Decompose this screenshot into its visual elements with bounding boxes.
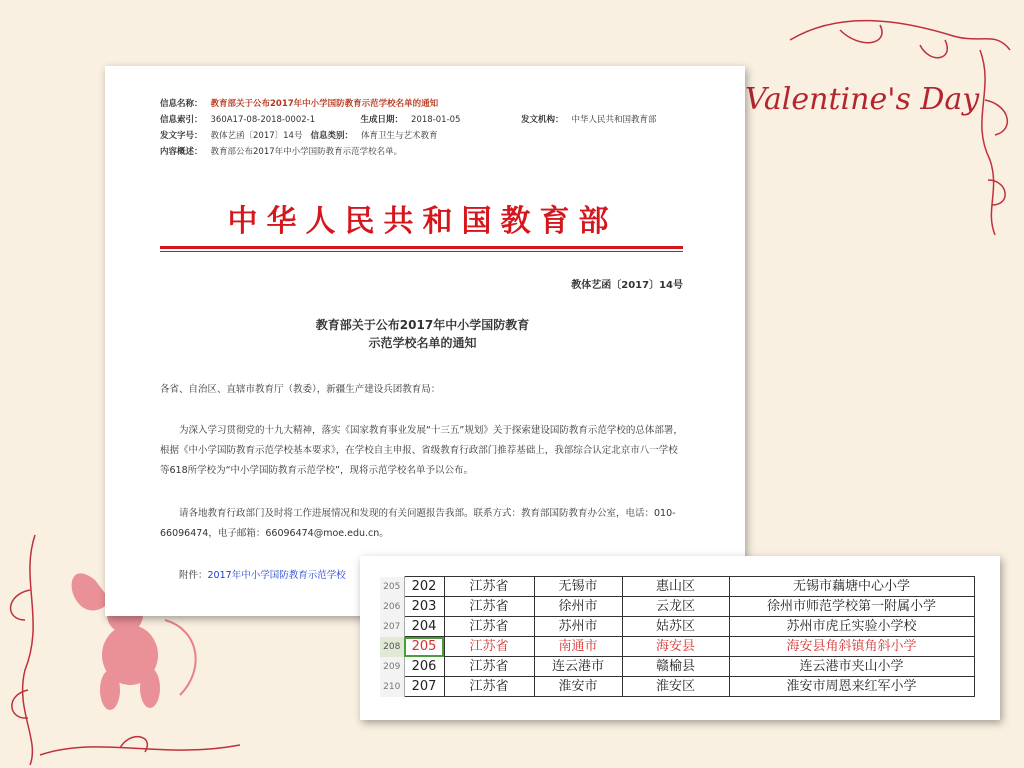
document-number: 教体艺函〔2017〕14号 — [571, 280, 683, 291]
table-row[interactable] — [380, 597, 974, 617]
swirl-ornament-top-right — [780, 10, 1024, 240]
cell-province[interactable]: 江苏省 — [444, 637, 534, 657]
table-row[interactable] — [380, 657, 974, 677]
meta-label: 信息类别： — [310, 131, 354, 141]
row-header[interactable]: 206 — [380, 597, 404, 617]
heading-line: 示范学校名单的通知 — [368, 336, 477, 350]
cell-city[interactable]: 南通市 — [534, 637, 622, 657]
document-metadata — [160, 96, 657, 160]
school-list-spreadsheet — [360, 556, 1000, 720]
meta-category-value: 体育卫生与艺术教育 — [361, 131, 438, 141]
cell-school[interactable]: 海安县角斜镇角斜小学 — [729, 637, 974, 657]
heading-line: 教育部关于公布2017年中小学国防教育 — [315, 318, 530, 332]
red-divider-thin — [160, 251, 683, 252]
table-row[interactable] — [380, 617, 974, 637]
meta-date-value: 2018-01-05 — [411, 115, 461, 125]
cell-school[interactable]: 淮安市周恩来红军小学 — [729, 677, 974, 697]
cell-district[interactable]: 海安县 — [622, 637, 729, 657]
cell-city[interactable]: 淮安市 — [534, 677, 622, 697]
valentines-day-text: Valentine's Day — [745, 82, 980, 117]
red-divider — [160, 246, 683, 249]
meta-name-value: 教育部关于公布2017年中小学国防教育示范学校名单的通知 — [210, 99, 439, 109]
cell-province[interactable]: 江苏省 — [444, 657, 534, 677]
row-header[interactable]: 209 — [380, 657, 404, 677]
cell-no[interactable]: 205 — [404, 637, 444, 657]
cell-no[interactable]: 206 — [404, 657, 444, 677]
meta-org-value: 中华人民共和国教育部 — [571, 115, 657, 125]
row-header[interactable]: 210 — [380, 677, 404, 697]
cell-district[interactable]: 淮安区 — [622, 677, 729, 697]
notice-heading — [160, 316, 685, 352]
cell-school[interactable]: 连云港市夹山小学 — [729, 657, 974, 677]
cell-city[interactable]: 无锡市 — [534, 577, 622, 597]
cell-city[interactable]: 连云港市 — [534, 657, 622, 677]
meta-label: 生成日期： — [360, 115, 404, 125]
salutation: 各省、自治区、直辖市教育厅（教委），新疆生产建设兵团教育局： — [160, 384, 441, 395]
cell-school[interactable]: 徐州市师范学校第一附属小学 — [729, 597, 974, 617]
meta-label: 发文字号： — [160, 131, 203, 141]
cell-district[interactable]: 惠山区 — [622, 577, 729, 597]
table-row[interactable] — [380, 577, 974, 597]
cell-school[interactable]: 苏州市虎丘实验小学校 — [729, 617, 974, 637]
cell-no[interactable]: 202 — [404, 577, 444, 597]
cell-province[interactable]: 江苏省 — [444, 577, 534, 597]
cell-city[interactable]: 苏州市 — [534, 617, 622, 637]
cell-district[interactable]: 赣榆县 — [622, 657, 729, 677]
cell-district[interactable]: 姑苏区 — [622, 617, 729, 637]
cell-province[interactable]: 江苏省 — [444, 597, 534, 617]
meta-docno-value: 教体艺函〔2017〕14号 — [210, 131, 303, 141]
meta-label: 信息索引： — [160, 115, 203, 125]
attachment-label: 附件： — [179, 570, 208, 581]
issuer-title: 中华人民共和国教育部 — [227, 204, 618, 239]
cell-school[interactable]: 无锡市藕塘中心小学 — [729, 577, 974, 597]
paragraph-1: 为深入学习贯彻党的十九大精神，落实《国家教育事业发展“十三五”规划》关于探索建设国防教育示范学校的总体部署，根据《中小学国防教育示范学校基本要求》，在学校自主申报、省级教育行政部门推荐基础上，我部综合认定北京市八一学校等618所学校为“中小学国防教育示范学校”，现将示范学校名单予以公布。 — [160, 425, 683, 476]
table-row[interactable] — [380, 677, 974, 697]
school-table — [380, 576, 975, 697]
cell-no[interactable]: 204 — [404, 617, 444, 637]
meta-label: 内容概述： — [160, 147, 203, 157]
cell-no[interactable]: 203 — [404, 597, 444, 617]
meta-label: 信息名称： — [160, 99, 203, 109]
cell-province[interactable]: 江苏省 — [444, 617, 534, 637]
cell-province[interactable]: 江苏省 — [444, 677, 534, 697]
row-header[interactable]: 208 — [380, 637, 404, 657]
attachment-link[interactable]: 2017年中小学国防教育示范学校 — [207, 570, 346, 581]
row-header[interactable]: 207 — [380, 617, 404, 637]
notice-document — [105, 66, 745, 616]
cell-no[interactable]: 207 — [404, 677, 444, 697]
meta-index-value: 360A17-08-2018-0002-1 — [210, 115, 316, 125]
paragraph-2: 请各地教育行政部门及时将工作进展情况和发现的有关问题报告我部。联系方式：教育部国防教育办公室，电话：010-66096474，电子邮箱：66096474@moe.edu.cn。 — [160, 508, 676, 539]
cell-district[interactable]: 云龙区 — [622, 597, 729, 617]
meta-label: 发文机构： — [521, 115, 564, 125]
meta-summary-value: 教育部公布2017年中小学国防教育示范学校名单。 — [210, 147, 403, 157]
row-header[interactable]: 205 — [380, 577, 404, 597]
cell-city[interactable]: 徐州市 — [534, 597, 622, 617]
table-row[interactable] — [380, 637, 974, 657]
